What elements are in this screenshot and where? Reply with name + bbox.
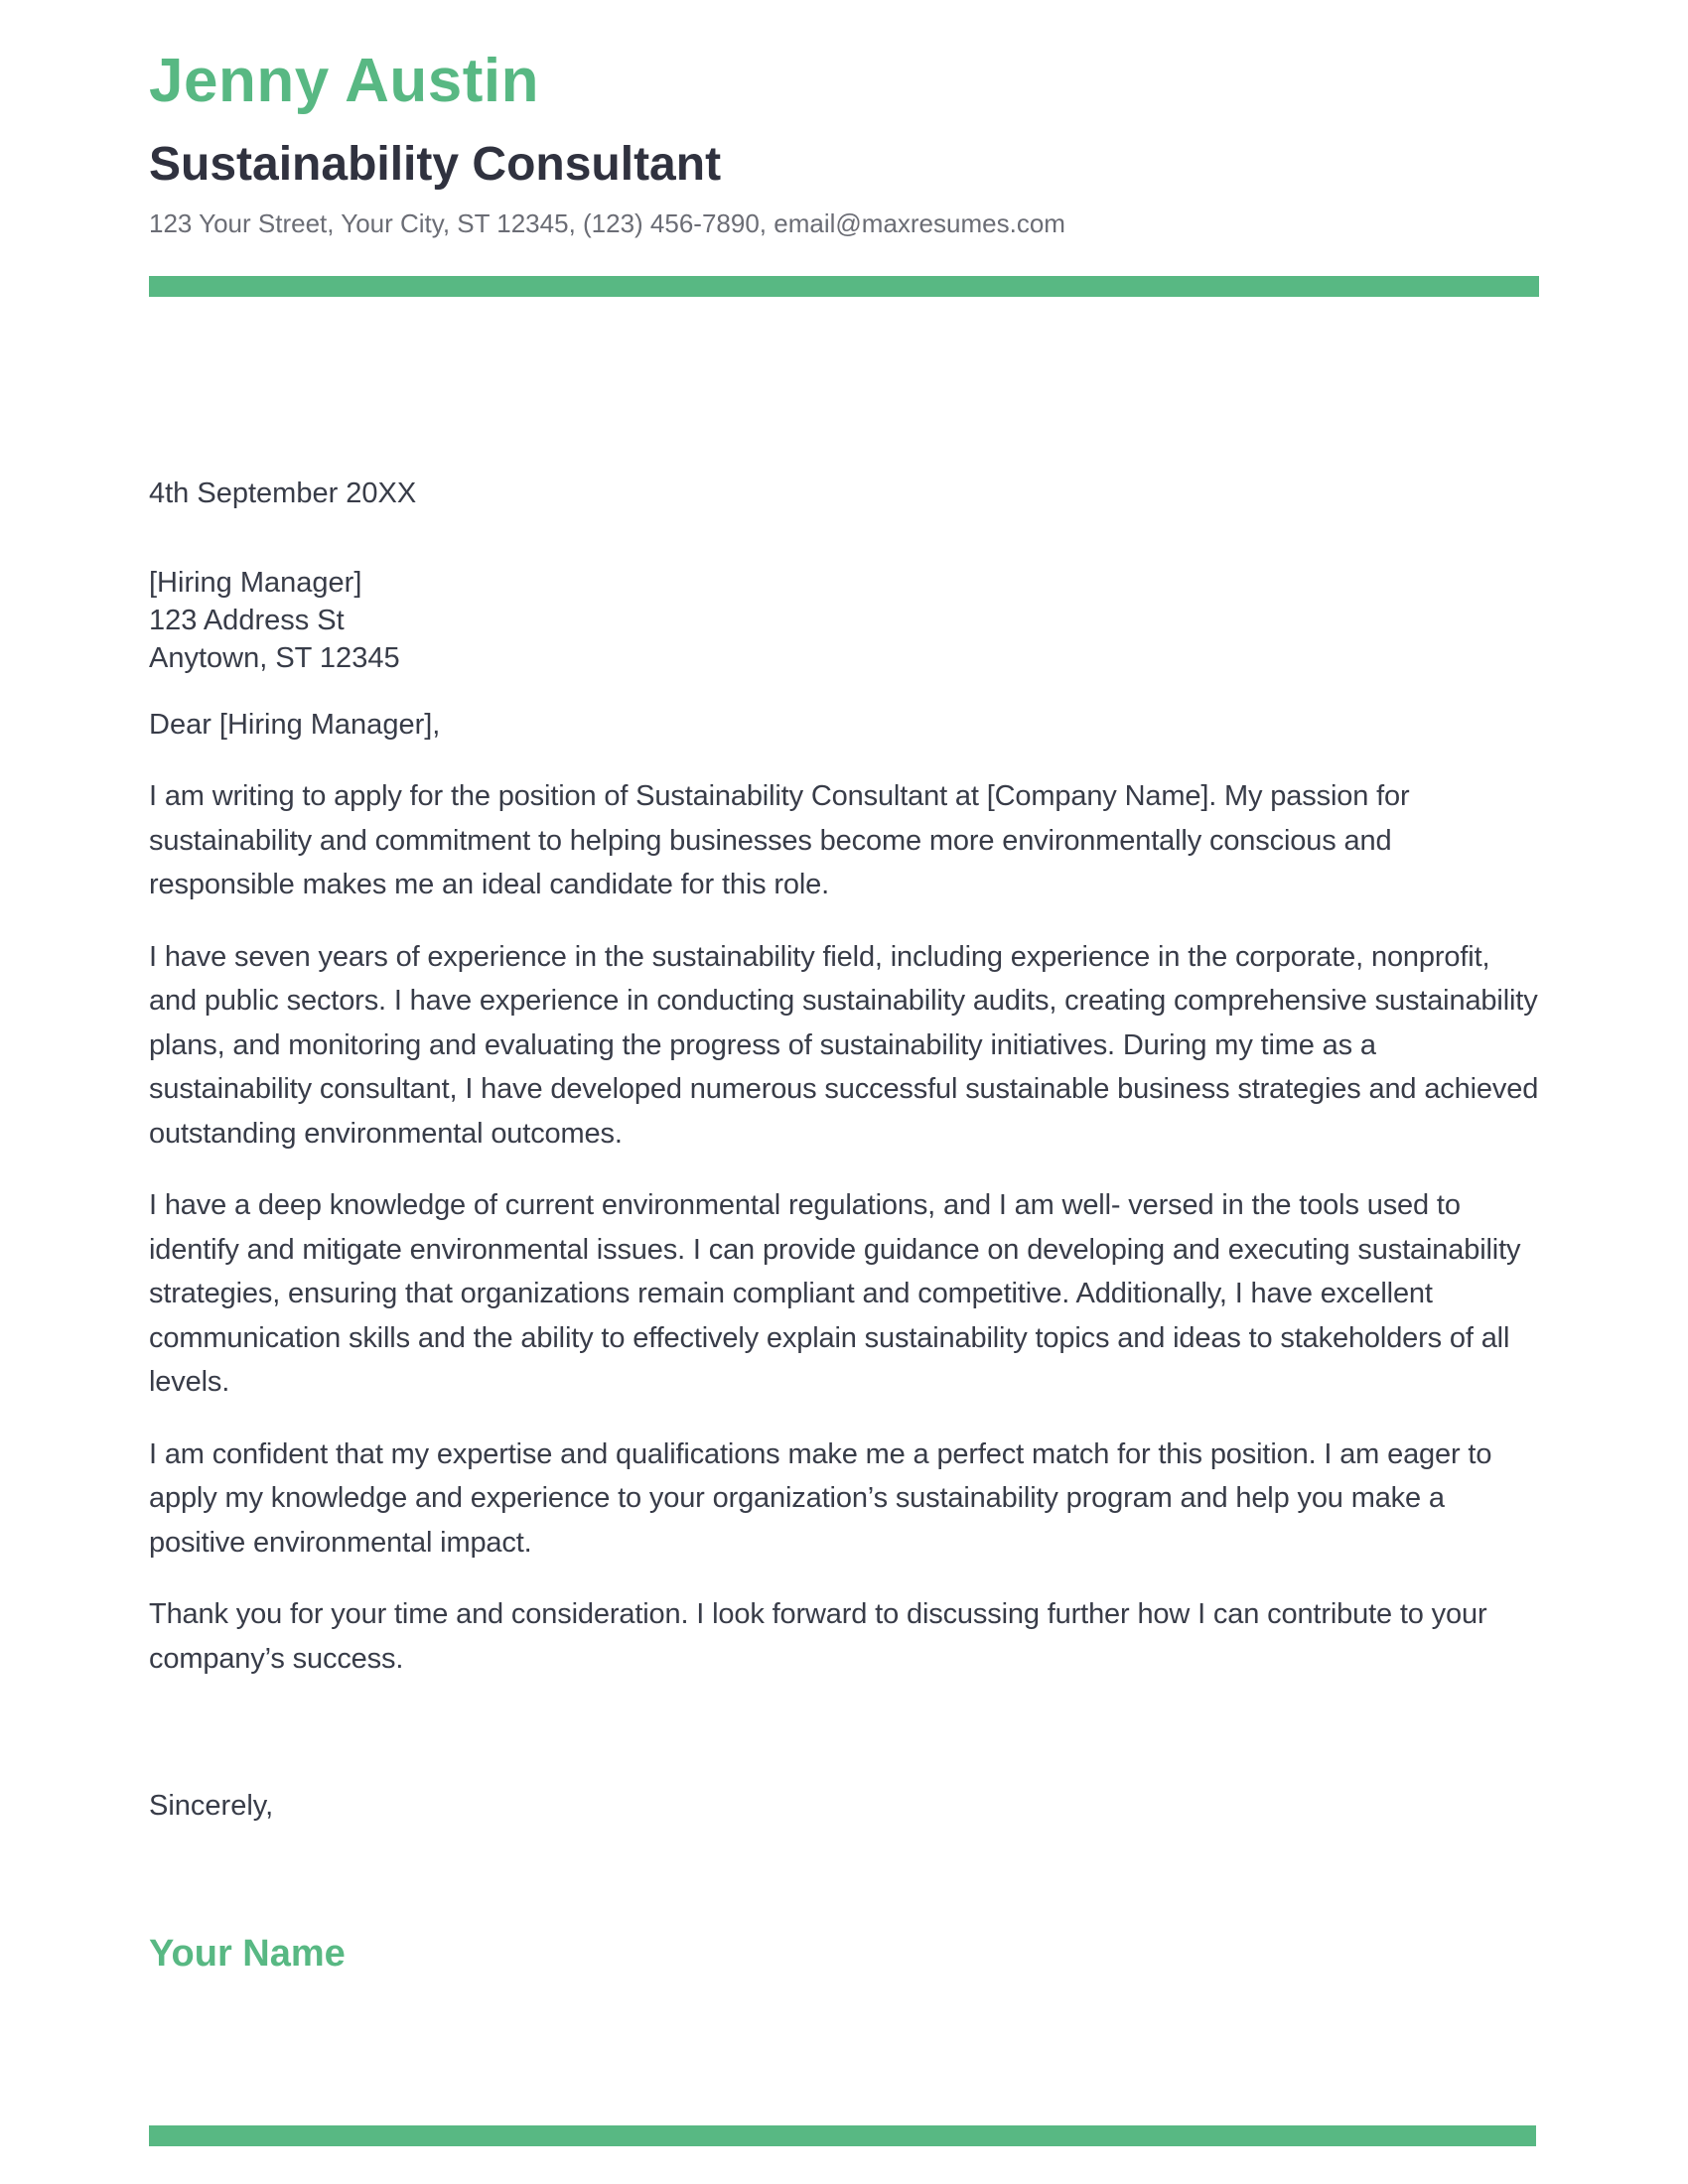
body-paragraph-5: Thank you for your time and consideration. I look forward to discussing further how I can contribute to your company’s success. [149,1598,1487,1675]
body-paragraph-3: I have a deep knowledge of current environmental regulations, and I am well- versed in the tools used to identify and mitigate environmental issues. I can provide guidance on developing and executing sustainability strategies, ensuring that organizations remain compliant and competitive. Additionally, I have excellent communication skills and the ability to effectively explain sustainability topics and ideas to stakeholders of all levels. [149,1189,1521,1398]
cover-letter-page [149,0,1539,2184]
header-divider [149,276,1539,297]
contact-info: 123 Your Street, Your City, ST 12345, (123) 456-7890, email@maxresumes.com [149,208,1065,238]
footer-divider [149,2125,1536,2146]
salutation: Dear [Hiring Manager], [149,709,441,741]
closing: Sincerely, [149,1790,274,1822]
recipient-name: [Hiring Manager] [149,567,362,599]
letter-body [149,774,1539,1708]
body-paragraph-4: I am confident that my expertise and qualifications make me a perfect match for this position. I am eager to apply my knowledge and experience to your organization’s sustainability program and help you make a positive environmental impact. [149,1437,1492,1559]
applicant-name: Jenny Austin [149,47,539,115]
letter-date: 4th September 20XX [149,478,417,509]
recipient-address-line2: Anytown, ST 12345 [149,642,400,674]
recipient-block [149,564,400,677]
job-title: Sustainability Consultant [149,138,722,191]
body-paragraph-2: I have seven years of experience in the sustainability field, including experience in the corporate, nonprofit, and public sectors. I have experience in conducting sustainability audits, creating comprehensive sustainability plans, and monitoring and evaluating the progress of sustainability initiatives. During my time as a sustainability consultant, I have developed numerous successful sustainable business strategies and achieved outstanding environmental outcomes. [149,940,1539,1150]
signature-name: Your Name [149,1933,346,1975]
recipient-address-line1: 123 Address St [149,605,345,636]
body-paragraph-1: I am writing to apply for the position of Sustainability Consultant at [Company Name]. My passion for sustainability and commitment to helping businesses become more environmentally conscious and responsible makes me an ideal candidate for this role. [149,780,1410,900]
